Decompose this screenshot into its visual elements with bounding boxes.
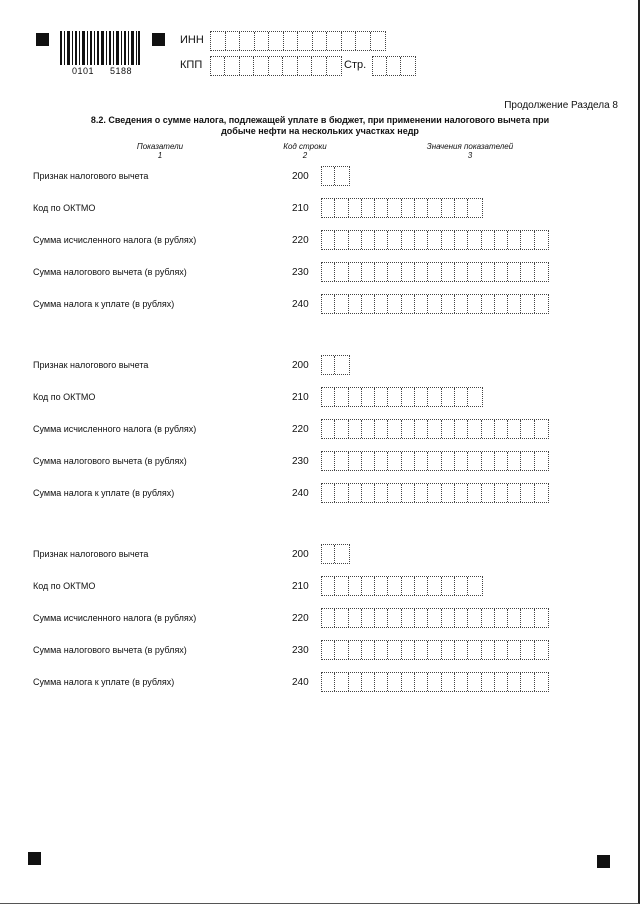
input-cell[interactable] bbox=[349, 388, 362, 406]
row-value-field[interactable] bbox=[321, 262, 549, 282]
input-cell[interactable] bbox=[362, 484, 375, 502]
row-value-field[interactable] bbox=[321, 294, 549, 314]
section-continuation: Продолжение Раздела 8 bbox=[504, 100, 618, 111]
page-number-label: Стр. bbox=[344, 59, 367, 71]
input-cell[interactable] bbox=[388, 420, 401, 438]
row-value-field[interactable] bbox=[321, 544, 350, 564]
input-cell[interactable] bbox=[335, 199, 348, 217]
column-header-line-code bbox=[270, 142, 340, 160]
input-cell[interactable] bbox=[335, 452, 348, 470]
input-cell[interactable] bbox=[322, 356, 335, 374]
input-cell[interactable] bbox=[442, 484, 455, 502]
input-cell[interactable] bbox=[255, 32, 270, 50]
input-cell[interactable] bbox=[442, 420, 455, 438]
column-header-values-title: Значения показателей bbox=[426, 142, 514, 151]
input-cell[interactable] bbox=[388, 199, 401, 217]
input-cell[interactable] bbox=[482, 295, 495, 313]
row-code: 210 bbox=[292, 392, 309, 403]
kpp-label: КПП bbox=[180, 59, 203, 71]
input-cell[interactable] bbox=[240, 57, 254, 75]
row-label: Код по ОКТМО bbox=[33, 581, 96, 591]
input-cell[interactable] bbox=[455, 577, 468, 595]
column-header-values-number: 3 bbox=[467, 151, 473, 160]
input-cell[interactable] bbox=[468, 641, 481, 659]
input-cell[interactable] bbox=[415, 452, 428, 470]
row-label: Признак налогового вычета bbox=[33, 549, 149, 559]
input-cell[interactable] bbox=[349, 577, 362, 595]
input-cell[interactable] bbox=[322, 199, 335, 217]
input-cell[interactable] bbox=[322, 609, 335, 627]
input-cell[interactable] bbox=[349, 420, 362, 438]
input-cell[interactable] bbox=[401, 57, 415, 75]
input-cell[interactable] bbox=[269, 57, 283, 75]
input-cell[interactable] bbox=[298, 57, 312, 75]
input-cell[interactable] bbox=[322, 388, 335, 406]
input-cell[interactable] bbox=[535, 420, 548, 438]
input-cell[interactable] bbox=[428, 609, 441, 627]
input-cell[interactable] bbox=[342, 32, 357, 50]
input-cell[interactable] bbox=[535, 231, 548, 249]
input-cell[interactable] bbox=[362, 295, 375, 313]
bottom-left-marker bbox=[28, 852, 41, 865]
input-cell[interactable] bbox=[495, 641, 508, 659]
row-label: Сумма исчисленного налога (в рублях) bbox=[33, 235, 197, 245]
input-cell[interactable] bbox=[375, 231, 388, 249]
input-cell[interactable] bbox=[468, 420, 481, 438]
input-cell[interactable] bbox=[535, 609, 548, 627]
row-code: 220 bbox=[292, 613, 309, 624]
input-cell[interactable] bbox=[415, 641, 428, 659]
input-cell[interactable] bbox=[482, 231, 495, 249]
input-cell[interactable] bbox=[375, 263, 388, 281]
row-value-field[interactable] bbox=[321, 230, 549, 250]
input-cell[interactable] bbox=[240, 32, 255, 50]
bottom-right-marker bbox=[597, 855, 610, 868]
input-cell[interactable] bbox=[482, 609, 495, 627]
input-cell[interactable] bbox=[375, 295, 388, 313]
input-cell[interactable] bbox=[468, 231, 481, 249]
input-cell[interactable] bbox=[495, 452, 508, 470]
input-cell[interactable] bbox=[455, 609, 468, 627]
barcode-number-right: 5188 bbox=[110, 66, 133, 76]
input-cell[interactable] bbox=[442, 388, 455, 406]
row-value-field[interactable] bbox=[321, 419, 549, 439]
row-label: Сумма исчисленного налога (в рублях) bbox=[33, 424, 197, 434]
top-right-marker bbox=[152, 33, 165, 46]
input-cell[interactable] bbox=[508, 484, 521, 502]
input-cell[interactable] bbox=[428, 577, 441, 595]
row-value-field[interactable] bbox=[321, 608, 549, 628]
input-cell[interactable] bbox=[402, 388, 415, 406]
input-cell[interactable] bbox=[362, 231, 375, 249]
input-cell[interactable] bbox=[402, 199, 415, 217]
input-cell[interactable] bbox=[322, 641, 335, 659]
input-cell[interactable] bbox=[388, 388, 401, 406]
input-cell[interactable] bbox=[482, 673, 495, 691]
row-value-field[interactable] bbox=[321, 451, 549, 471]
input-cell[interactable] bbox=[375, 420, 388, 438]
input-cell[interactable] bbox=[349, 484, 362, 502]
input-cell[interactable] bbox=[269, 32, 284, 50]
input-cell[interactable] bbox=[428, 484, 441, 502]
barcode-number-left: 0101 bbox=[72, 66, 95, 76]
input-cell[interactable] bbox=[335, 167, 348, 185]
input-cell[interactable] bbox=[428, 673, 441, 691]
input-cell[interactable] bbox=[442, 199, 455, 217]
input-cell[interactable] bbox=[335, 263, 348, 281]
input-cell[interactable] bbox=[388, 673, 401, 691]
input-cell[interactable] bbox=[508, 420, 521, 438]
input-cell[interactable] bbox=[468, 263, 481, 281]
input-cell[interactable] bbox=[508, 609, 521, 627]
input-cell[interactable] bbox=[402, 484, 415, 502]
row-label: Код по ОКТМО bbox=[33, 203, 96, 213]
top-left-marker bbox=[36, 33, 49, 46]
row-code: 220 bbox=[292, 235, 309, 246]
input-cell[interactable] bbox=[388, 295, 401, 313]
input-cell[interactable] bbox=[335, 231, 348, 249]
input-cell[interactable] bbox=[521, 484, 534, 502]
input-cell[interactable] bbox=[428, 263, 441, 281]
input-cell[interactable] bbox=[335, 420, 348, 438]
input-cell[interactable] bbox=[468, 388, 481, 406]
input-cell[interactable] bbox=[415, 420, 428, 438]
input-cell[interactable] bbox=[362, 609, 375, 627]
input-cell[interactable] bbox=[428, 452, 441, 470]
row-label: Признак налогового вычета bbox=[33, 360, 149, 370]
input-cell[interactable] bbox=[388, 577, 401, 595]
row-code: 220 bbox=[292, 424, 309, 435]
input-cell[interactable] bbox=[375, 388, 388, 406]
row-label: Сумма налогового вычета (в рублях) bbox=[33, 645, 187, 655]
input-cell[interactable] bbox=[535, 295, 548, 313]
input-cell[interactable] bbox=[362, 452, 375, 470]
input-cell[interactable] bbox=[375, 609, 388, 627]
row-value-field[interactable] bbox=[321, 355, 350, 375]
input-cell[interactable] bbox=[402, 420, 415, 438]
row-value-field[interactable] bbox=[321, 166, 350, 186]
input-cell[interactable] bbox=[327, 57, 341, 75]
row-code: 200 bbox=[292, 171, 309, 182]
input-cell[interactable] bbox=[468, 484, 481, 502]
input-cell[interactable] bbox=[375, 673, 388, 691]
input-cell[interactable] bbox=[428, 420, 441, 438]
row-label: Сумма налогового вычета (в рублях) bbox=[33, 456, 187, 466]
input-cell[interactable] bbox=[442, 263, 455, 281]
input-cell[interactable] bbox=[508, 263, 521, 281]
input-cell[interactable] bbox=[521, 295, 534, 313]
input-cell[interactable] bbox=[535, 452, 548, 470]
input-cell[interactable] bbox=[521, 420, 534, 438]
input-cell[interactable] bbox=[508, 231, 521, 249]
page-number-field[interactable] bbox=[372, 56, 416, 76]
section-title-line-2: добыче нефти на нескольких участках недр bbox=[221, 126, 419, 136]
input-cell[interactable] bbox=[508, 452, 521, 470]
input-cell[interactable] bbox=[313, 32, 328, 50]
input-cell[interactable] bbox=[402, 452, 415, 470]
input-cell[interactable] bbox=[335, 545, 348, 563]
input-cell[interactable] bbox=[211, 32, 226, 50]
input-cell[interactable] bbox=[298, 32, 313, 50]
input-cell[interactable] bbox=[482, 484, 495, 502]
row-value-field[interactable] bbox=[321, 640, 549, 660]
input-cell[interactable] bbox=[335, 577, 348, 595]
input-cell[interactable] bbox=[428, 388, 441, 406]
input-cell[interactable] bbox=[415, 609, 428, 627]
input-cell[interactable] bbox=[349, 452, 362, 470]
row-value-field[interactable] bbox=[321, 483, 549, 503]
row-value-field[interactable] bbox=[321, 387, 483, 407]
input-cell[interactable] bbox=[442, 577, 455, 595]
input-cell[interactable] bbox=[521, 609, 534, 627]
input-cell[interactable] bbox=[375, 577, 388, 595]
input-cell[interactable] bbox=[322, 452, 335, 470]
input-cell[interactable] bbox=[455, 295, 468, 313]
input-cell[interactable] bbox=[362, 388, 375, 406]
input-cell[interactable] bbox=[362, 263, 375, 281]
input-cell[interactable] bbox=[375, 484, 388, 502]
input-cell[interactable] bbox=[335, 388, 348, 406]
input-cell[interactable] bbox=[375, 641, 388, 659]
input-cell[interactable] bbox=[322, 420, 335, 438]
input-cell[interactable] bbox=[468, 609, 481, 627]
input-cell[interactable] bbox=[535, 673, 548, 691]
input-cell[interactable] bbox=[327, 32, 342, 50]
input-cell[interactable] bbox=[495, 673, 508, 691]
input-cell[interactable] bbox=[371, 32, 385, 50]
input-cell[interactable] bbox=[226, 32, 241, 50]
input-cell[interactable] bbox=[415, 484, 428, 502]
input-cell[interactable] bbox=[468, 673, 481, 691]
input-cell[interactable] bbox=[468, 452, 481, 470]
column-header-line-code-title: Код строки bbox=[283, 142, 327, 151]
input-cell[interactable] bbox=[284, 32, 299, 50]
input-cell[interactable] bbox=[225, 57, 239, 75]
input-cell[interactable] bbox=[415, 388, 428, 406]
input-cell[interactable] bbox=[375, 199, 388, 217]
input-cell[interactable] bbox=[521, 263, 534, 281]
input-cell[interactable] bbox=[495, 263, 508, 281]
input-cell[interactable] bbox=[322, 545, 335, 563]
column-header-indicators bbox=[110, 142, 210, 160]
row-code: 240 bbox=[292, 677, 309, 688]
input-cell[interactable] bbox=[362, 420, 375, 438]
input-cell[interactable] bbox=[508, 673, 521, 691]
input-cell[interactable] bbox=[415, 295, 428, 313]
row-label: Сумма налога к уплате (в рублях) bbox=[33, 488, 175, 498]
input-cell[interactable] bbox=[455, 673, 468, 691]
input-cell[interactable] bbox=[322, 263, 335, 281]
input-cell[interactable] bbox=[415, 673, 428, 691]
input-cell[interactable] bbox=[349, 673, 362, 691]
input-cell[interactable] bbox=[362, 577, 375, 595]
input-cell[interactable] bbox=[455, 388, 468, 406]
input-cell[interactable] bbox=[388, 609, 401, 627]
input-cell[interactable] bbox=[508, 641, 521, 659]
input-cell[interactable] bbox=[468, 199, 481, 217]
input-cell[interactable] bbox=[402, 231, 415, 249]
input-cell[interactable] bbox=[349, 641, 362, 659]
input-cell[interactable] bbox=[535, 263, 548, 281]
input-cell[interactable] bbox=[402, 263, 415, 281]
input-cell[interactable] bbox=[388, 641, 401, 659]
row-value-field[interactable] bbox=[321, 198, 483, 218]
input-cell[interactable] bbox=[415, 577, 428, 595]
input-cell[interactable] bbox=[349, 263, 362, 281]
input-cell[interactable] bbox=[482, 420, 495, 438]
row-code: 200 bbox=[292, 360, 309, 371]
input-cell[interactable] bbox=[322, 673, 335, 691]
input-cell[interactable] bbox=[442, 673, 455, 691]
input-cell[interactable] bbox=[495, 231, 508, 249]
input-cell[interactable] bbox=[521, 452, 534, 470]
input-cell[interactable] bbox=[428, 231, 441, 249]
input-cell[interactable] bbox=[495, 420, 508, 438]
input-cell[interactable] bbox=[362, 199, 375, 217]
input-cell[interactable] bbox=[356, 32, 371, 50]
input-cell[interactable] bbox=[322, 231, 335, 249]
input-cell[interactable] bbox=[402, 577, 415, 595]
input-cell[interactable] bbox=[211, 57, 225, 75]
input-cell[interactable] bbox=[402, 673, 415, 691]
input-cell[interactable] bbox=[349, 199, 362, 217]
input-cell[interactable] bbox=[482, 641, 495, 659]
input-cell[interactable] bbox=[387, 57, 401, 75]
input-cell[interactable] bbox=[388, 452, 401, 470]
input-cell[interactable] bbox=[442, 609, 455, 627]
input-cell[interactable] bbox=[428, 295, 441, 313]
row-label: Код по ОКТМО bbox=[33, 392, 96, 402]
input-cell[interactable] bbox=[335, 609, 348, 627]
input-cell[interactable] bbox=[442, 295, 455, 313]
inn-field[interactable] bbox=[210, 31, 386, 51]
barcode-image bbox=[60, 31, 140, 65]
kpp-field[interactable] bbox=[210, 56, 342, 76]
input-cell[interactable] bbox=[442, 641, 455, 659]
row-label: Сумма исчисленного налога (в рублях) bbox=[33, 613, 197, 623]
row-code: 240 bbox=[292, 299, 309, 310]
row-code: 210 bbox=[292, 581, 309, 592]
input-cell[interactable] bbox=[455, 263, 468, 281]
column-header-indicators-number: 1 bbox=[157, 151, 163, 160]
section-title-line-1: 8.2. Сведения о сумме налога, подлежащей уплате в бюджет, при применении налогового вычета при bbox=[90, 115, 550, 125]
input-cell[interactable] bbox=[335, 484, 348, 502]
row-code: 200 bbox=[292, 549, 309, 560]
input-cell[interactable] bbox=[322, 577, 335, 595]
input-cell[interactable] bbox=[335, 356, 348, 374]
input-cell[interactable] bbox=[495, 295, 508, 313]
input-cell[interactable] bbox=[521, 673, 534, 691]
input-cell[interactable] bbox=[468, 577, 481, 595]
input-cell[interactable] bbox=[415, 199, 428, 217]
input-cell[interactable] bbox=[322, 484, 335, 502]
input-cell[interactable] bbox=[375, 452, 388, 470]
input-cell[interactable] bbox=[428, 641, 441, 659]
input-cell[interactable] bbox=[388, 263, 401, 281]
input-cell[interactable] bbox=[312, 57, 326, 75]
input-cell[interactable] bbox=[283, 57, 297, 75]
input-cell[interactable] bbox=[402, 295, 415, 313]
row-value-field[interactable] bbox=[321, 672, 549, 692]
row-label: Сумма налога к уплате (в рублях) bbox=[33, 299, 175, 309]
row-code: 240 bbox=[292, 488, 309, 499]
input-cell[interactable] bbox=[388, 231, 401, 249]
input-cell[interactable] bbox=[495, 484, 508, 502]
input-cell[interactable] bbox=[254, 57, 268, 75]
input-cell[interactable] bbox=[322, 295, 335, 313]
input-cell[interactable] bbox=[335, 673, 348, 691]
input-cell[interactable] bbox=[455, 484, 468, 502]
input-cell[interactable] bbox=[388, 484, 401, 502]
input-cell[interactable] bbox=[508, 295, 521, 313]
input-cell[interactable] bbox=[495, 609, 508, 627]
input-cell[interactable] bbox=[402, 641, 415, 659]
input-cell[interactable] bbox=[535, 641, 548, 659]
column-header-indicators-title: Показатели bbox=[136, 142, 184, 151]
row-code: 230 bbox=[292, 456, 309, 467]
input-cell[interactable] bbox=[455, 199, 468, 217]
input-cell[interactable] bbox=[402, 609, 415, 627]
input-cell[interactable] bbox=[415, 263, 428, 281]
input-cell[interactable] bbox=[442, 231, 455, 249]
row-label: Признак налогового вычета bbox=[33, 171, 149, 181]
input-cell[interactable] bbox=[362, 641, 375, 659]
row-label: Сумма налогового вычета (в рублях) bbox=[33, 267, 187, 277]
input-cell[interactable] bbox=[349, 609, 362, 627]
column-header-line-code-number: 2 bbox=[302, 151, 308, 160]
input-cell[interactable] bbox=[373, 57, 387, 75]
row-label: Сумма налога к уплате (в рублях) bbox=[33, 677, 175, 687]
row-code: 230 bbox=[292, 267, 309, 278]
input-cell[interactable] bbox=[482, 452, 495, 470]
input-cell[interactable] bbox=[455, 231, 468, 249]
row-code: 230 bbox=[292, 645, 309, 656]
input-cell[interactable] bbox=[362, 673, 375, 691]
input-cell[interactable] bbox=[442, 452, 455, 470]
row-value-field[interactable] bbox=[321, 576, 483, 596]
input-cell[interactable] bbox=[455, 420, 468, 438]
input-cell[interactable] bbox=[322, 167, 335, 185]
input-cell[interactable] bbox=[521, 231, 534, 249]
inn-label: ИНН bbox=[180, 34, 204, 46]
input-cell[interactable] bbox=[521, 641, 534, 659]
input-cell[interactable] bbox=[428, 199, 441, 217]
input-cell[interactable] bbox=[415, 231, 428, 249]
section-title bbox=[60, 115, 580, 137]
input-cell[interactable] bbox=[349, 231, 362, 249]
input-cell[interactable] bbox=[349, 295, 362, 313]
input-cell[interactable] bbox=[455, 452, 468, 470]
input-cell[interactable] bbox=[455, 641, 468, 659]
column-header-values bbox=[410, 142, 530, 160]
input-cell[interactable] bbox=[468, 295, 481, 313]
row-code: 210 bbox=[292, 203, 309, 214]
input-cell[interactable] bbox=[335, 641, 348, 659]
input-cell[interactable] bbox=[482, 263, 495, 281]
input-cell[interactable] bbox=[535, 484, 548, 502]
input-cell[interactable] bbox=[335, 295, 348, 313]
